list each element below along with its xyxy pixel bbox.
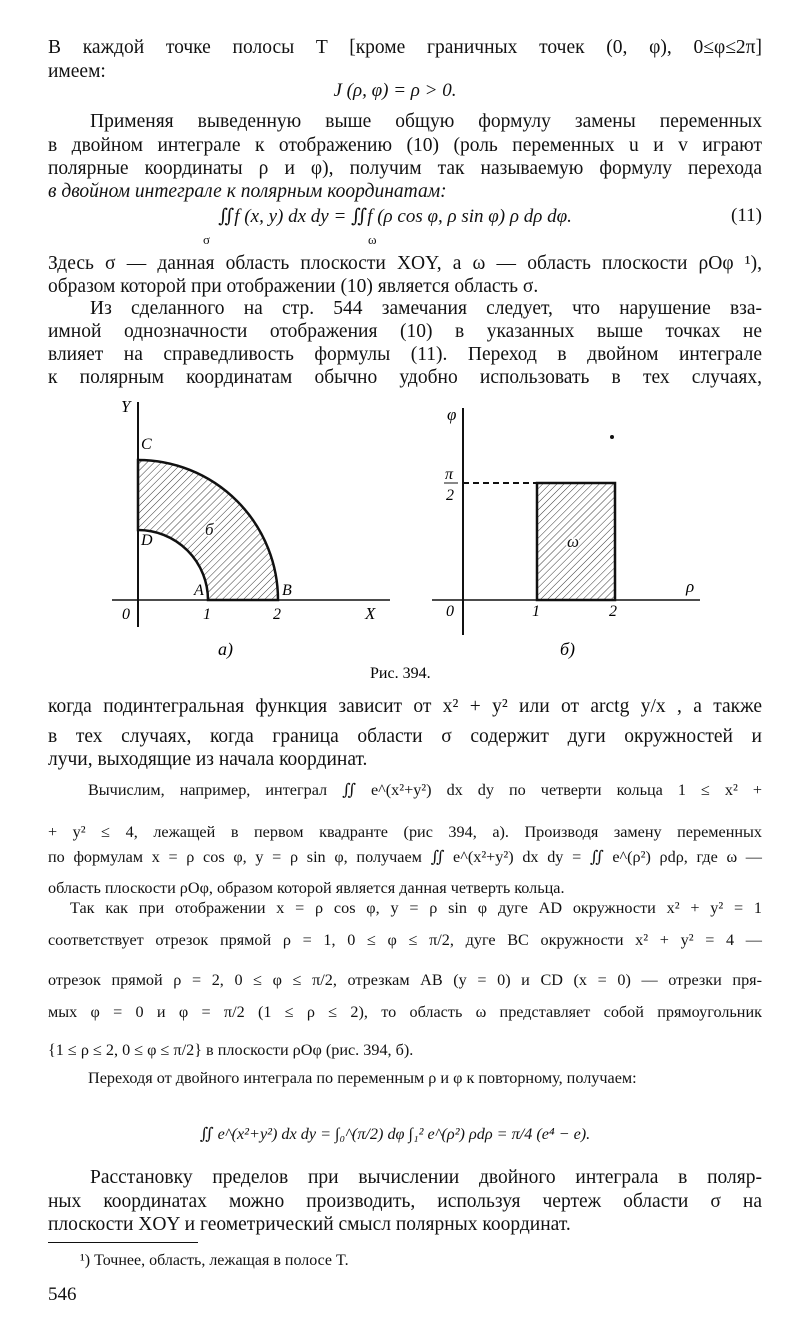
stray-dot (610, 435, 614, 439)
plot-a (112, 397, 390, 660)
origin-label: 0 (446, 603, 454, 620)
formula-sub-sigma: σ (203, 232, 211, 247)
tick-label-1: 1 (532, 603, 540, 620)
text-line: Применяя выведенную выше общую формулу замены переменных (90, 111, 762, 132)
final-formula: ∬ e^(x²+y²) dx dy = ∫₀^(π/2) dφ ∫₁² e^(ρ²) ρdρ = π/4 (e⁴ − e). (199, 1125, 591, 1143)
footnote-rule (48, 1242, 198, 1243)
text-line: влияет на справедливость формулы (11). Переход в двойном интеграле (48, 344, 762, 365)
text-line: ных координатах можно производить, используя чертеж области σ на (48, 1191, 762, 1212)
tick-label-2: 2 (609, 603, 617, 620)
text-line: имной однозначности отображения (10) в указанных выше точках не (48, 321, 762, 342)
text-line: когда подинтегральная функция зависит от x² + y² или от arctg y/x , а также (48, 696, 762, 717)
formula-11: ∬f (x, y) dx dy = ∬f (ρ cos φ, ρ sin φ) ρ dρ dφ. (218, 206, 572, 227)
text-line: В каждой точке полосы T [кроме граничных точек (0, φ), 0≤φ≤2π] (48, 37, 762, 58)
text-line: область плоскости ρOφ, образом которой является данная четверть кольца. (48, 879, 565, 897)
text-line: плоскости XOY и геометрический смысл полярных координат. (48, 1214, 571, 1235)
plot-b (432, 405, 700, 660)
phi-axis-label: φ (447, 405, 457, 424)
equation-number: (11) (731, 205, 762, 226)
figure-394 (0, 390, 790, 685)
text-line: Вычислим, например, интеграл ∬ e^(x²+y²) dx dy по четверти кольца 1 ≤ x² + (88, 781, 762, 799)
text-line: Расстановку пределов при вычислении двойного интеграла в поляр- (90, 1167, 762, 1188)
pi-label: π (445, 466, 454, 483)
text-line: к полярным координатам обычно удобно использовать в тех случаях, (48, 367, 762, 388)
text-line: {1 ≤ ρ ≤ 2, 0 ≤ φ ≤ π/2} в плоскости ρOφ (рис. 394, б). (48, 1041, 414, 1059)
text-line: мых φ = 0 и φ = π/2 (1 ≤ ρ ≤ 2), то область ω представляет собой прямоугольник (48, 1003, 762, 1021)
figure-caption: Рис. 394. (370, 665, 431, 682)
x-axis-label: X (365, 604, 376, 623)
text-line: полярные координаты ρ и φ), получим так называемую формулу перехода (48, 158, 762, 179)
point-B-label: B (282, 582, 292, 599)
text-line: в двойном интеграле к полярным координатам: (48, 181, 447, 202)
caption-b: б) (560, 639, 576, 659)
caption-a: а) (218, 639, 233, 659)
page-number: 546 (48, 1284, 77, 1305)
footnote: ¹) Точнее, область, лежащая в полосе T. (80, 1252, 349, 1269)
region-omega-label: ω (567, 532, 580, 551)
y-axis-label: Y (121, 397, 131, 416)
text-line: по формулам x = ρ cos φ, y = ρ sin φ, получаем ∬ e^(x²+y²) dx dy = ∬ e^(ρ²) ρdρ, где ω — (48, 848, 762, 866)
text-line: образом которой при отображении (10) является область σ. (48, 276, 539, 297)
origin-label: 0 (122, 606, 130, 623)
text-line: лучи, выходящие из начала координат. (48, 749, 368, 770)
tick-label-2: 2 (273, 606, 281, 623)
text-line: Здесь σ — данная область плоскости XOY, а ω — область плоскости ρOφ ¹), (48, 253, 762, 274)
text-line: имеем: (48, 61, 106, 82)
text-line: соответствует отрезок прямой ρ = 1, 0 ≤ φ ≤ π/2, дуге BC окружности x² + y² = 4 — (48, 931, 762, 949)
point-C-label: C (141, 436, 152, 453)
rho-axis-label: ρ (686, 577, 695, 596)
point-D-label: D (141, 532, 153, 549)
tick-label-1: 1 (203, 606, 211, 623)
text-line: в тех случаях, когда граница области σ содержит дуги окружностей и (48, 726, 762, 747)
jacobian-formula: J (ρ, φ) = ρ > 0. (333, 80, 457, 101)
two-label: 2 (446, 487, 454, 504)
text-line: Так как при отображении x = ρ cos φ, y = ρ sin φ дуге AD окружности x² + y² = 1 (70, 899, 762, 917)
formula-sub-omega: ω (368, 232, 377, 247)
text-line: в двойном интеграле к отображению (10) (роль переменных u и v играют (48, 135, 762, 156)
text-line: Из сделанного на стр. 544 замечания следует, что нарушение вза- (90, 298, 762, 319)
text-line: Переходя от двойного интеграла по переменным ρ и φ к повторному, получаем: (88, 1069, 637, 1087)
point-A-label: A (194, 582, 204, 599)
text-line: + y² ≤ 4, лежащей в первом квадранте (рис 394, а). Производя замену переменных (48, 823, 762, 841)
text-line: отрезок прямой ρ = 2, 0 ≤ φ ≤ π/2, отрезкам AB (y = 0) и CD (x = 0) — отрезки пря- (48, 971, 762, 989)
region-sigma-label: б (205, 520, 214, 539)
